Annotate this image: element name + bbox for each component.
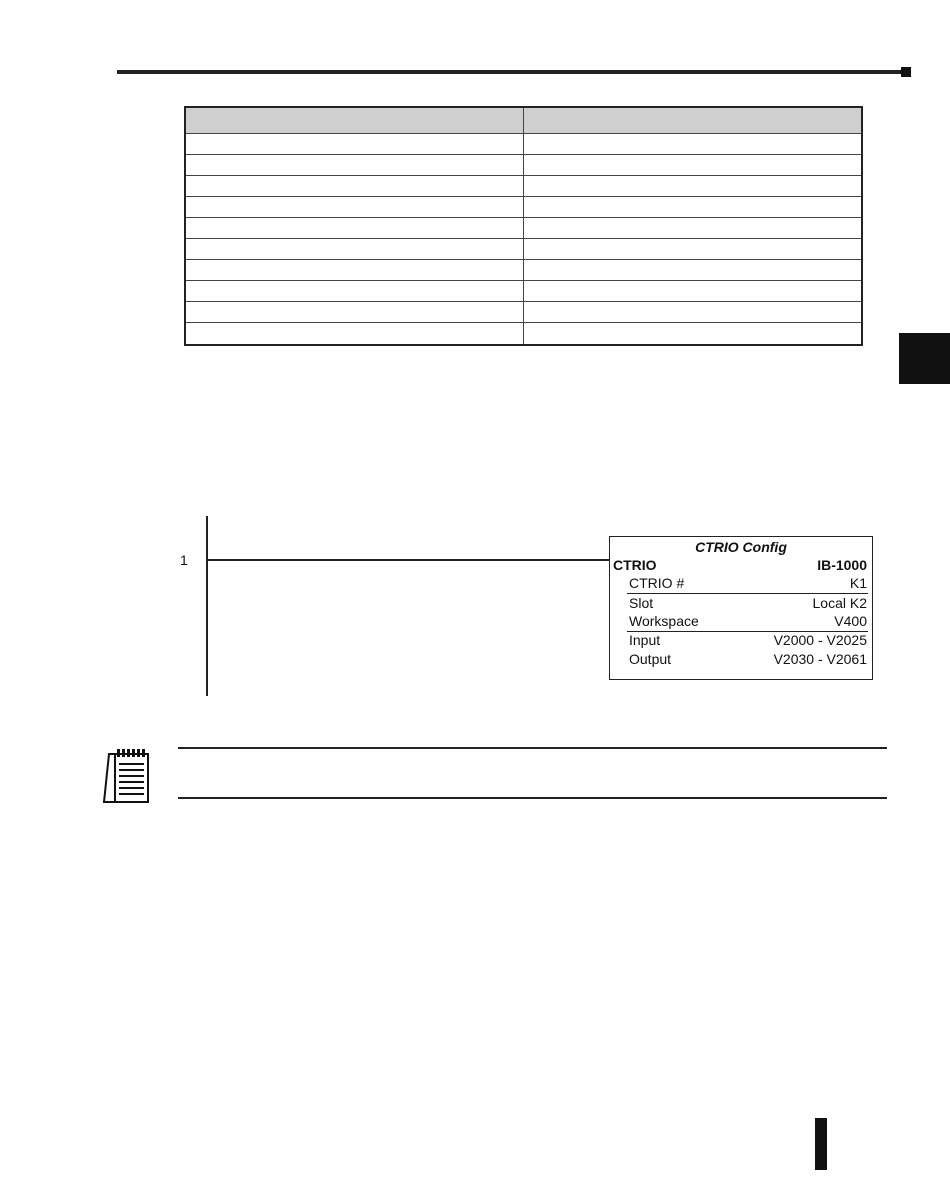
chapter-tab bbox=[899, 333, 950, 384]
table-cell bbox=[524, 155, 861, 176]
table-cell bbox=[524, 302, 861, 323]
table-header-cell bbox=[524, 108, 861, 134]
table-cell bbox=[186, 239, 524, 260]
ctrio-row-label: Output bbox=[629, 651, 672, 667]
ctrio-row-value: V2030 - V2061 bbox=[773, 651, 867, 667]
ctrio-row-separator bbox=[627, 593, 868, 594]
table-cell bbox=[186, 155, 524, 176]
rung-line bbox=[208, 559, 610, 561]
table-cell bbox=[186, 197, 524, 218]
table-cell bbox=[186, 260, 524, 281]
ctrio-row-label: Workspace bbox=[629, 613, 699, 629]
header-rule-end-square bbox=[901, 67, 911, 77]
rung-number: 1 bbox=[180, 552, 188, 568]
table-cell bbox=[186, 176, 524, 197]
table-cell bbox=[524, 176, 861, 197]
ctrio-label: CTRIO bbox=[613, 557, 657, 573]
ctrio-config-title: CTRIO Config bbox=[695, 539, 787, 555]
table-cell bbox=[524, 281, 861, 302]
parameter-table bbox=[184, 106, 863, 346]
ctrio-row-value: V400 bbox=[834, 613, 867, 629]
table-cell bbox=[186, 281, 524, 302]
table-cell bbox=[524, 197, 861, 218]
table-cell bbox=[186, 323, 524, 344]
table-cell bbox=[186, 134, 524, 155]
table-cell bbox=[186, 302, 524, 323]
note-rule-bottom bbox=[178, 797, 887, 799]
table-cell bbox=[524, 260, 861, 281]
ctrio-row-value: K1 bbox=[849, 575, 867, 591]
ctrio-row-label: Slot bbox=[629, 595, 654, 611]
table-cell bbox=[524, 323, 861, 344]
ctrio-instruction-id: IB-1000 bbox=[817, 557, 867, 573]
ctrio-row-label: Input bbox=[629, 632, 661, 648]
ctrio-row-value: V2000 - V2025 bbox=[773, 632, 867, 648]
ladder-power-rail bbox=[206, 516, 208, 696]
table-cell bbox=[524, 134, 861, 155]
ctrio-row-label: CTRIO # bbox=[629, 575, 685, 591]
table-header-cell bbox=[186, 108, 524, 134]
table-cell bbox=[524, 239, 861, 260]
table-cell bbox=[524, 218, 861, 239]
footer-chapter-marker bbox=[815, 1118, 827, 1170]
notepad-icon bbox=[101, 748, 151, 804]
note-rule-top bbox=[178, 747, 887, 749]
ctrio-config-box bbox=[609, 536, 873, 680]
header-rule bbox=[117, 70, 904, 74]
table-cell bbox=[186, 218, 524, 239]
ctrio-row-value: Local K2 bbox=[812, 595, 867, 611]
